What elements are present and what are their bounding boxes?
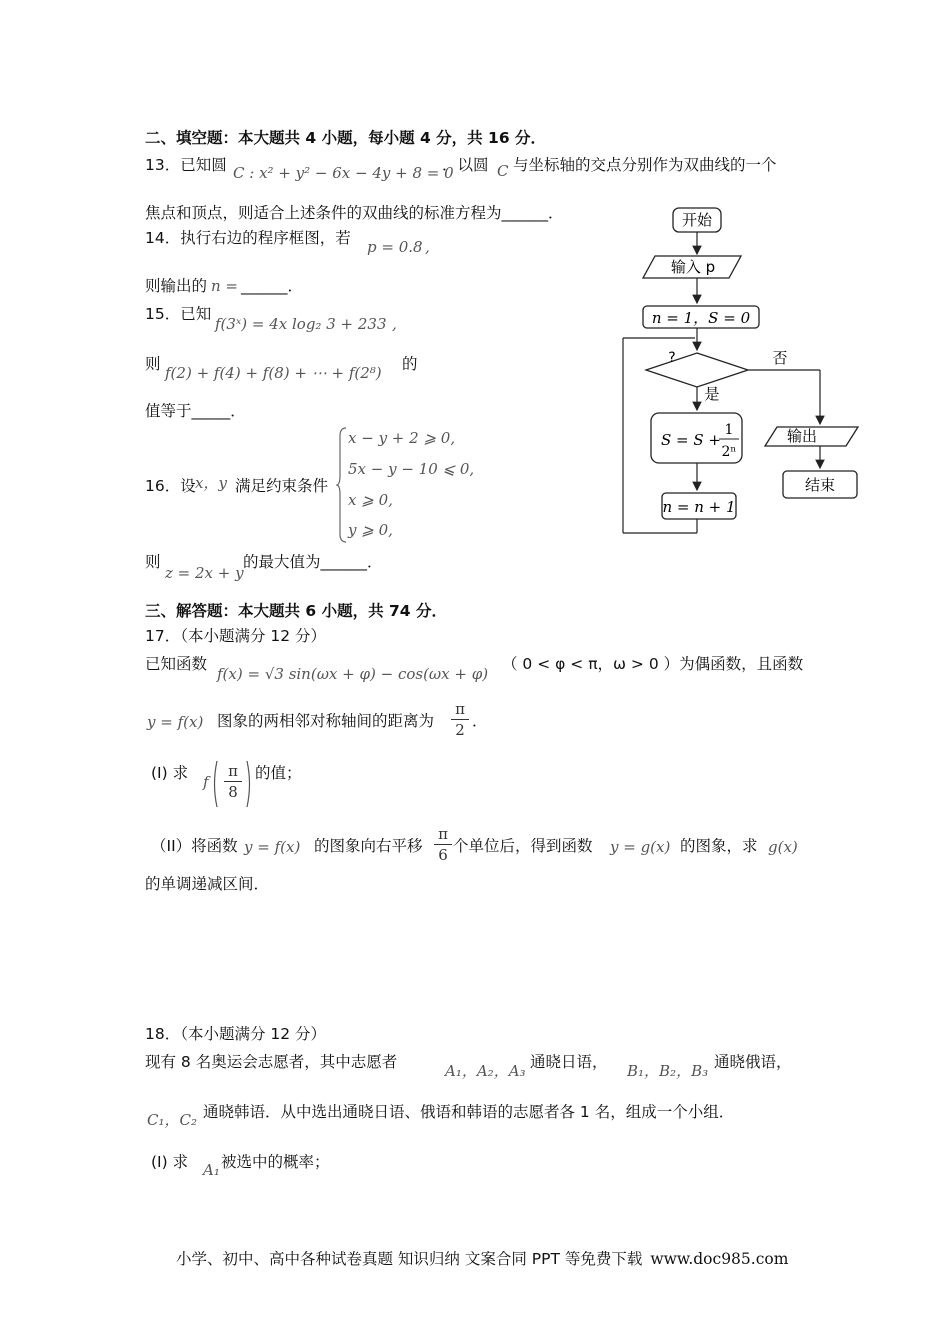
q16-line2-b: 的最大值为______． [243,553,383,571]
q17-period: ． [472,712,488,730]
flowchart-yes-label: 是 [704,385,720,403]
q16-number: 16．设 [145,477,196,495]
section2-heading: 二、填空题：本大题共 4 小题，每小题 4 分，共 16 分． [145,129,547,147]
q18-title: 18．（本小题满分 12 分） [145,1025,327,1043]
flowchart-init-label: n = 1，S = 0 [651,309,751,327]
flowchart-increment-label: n = n + 1 [662,498,736,516]
q13-number: 13．已知圆 [145,156,227,174]
q16-vars: x，y [195,474,227,492]
q17-part2-b: 的图象向右平移 [314,837,423,855]
q15-line3: 值等于_____． [145,402,246,420]
q13-text1: ．以圆 [442,156,489,174]
q17-line2-text: 图象的两相邻对称轴间的距离为 [217,712,435,730]
q14-comma: , [425,238,430,256]
q15-number: 15．已知 [145,305,212,323]
q17-part2-d: 的图象，求 [680,837,758,855]
q17-part2-f3: g(x) [768,838,798,856]
footer-text: 小学、初中、高中各种试卷真题 知识归纳 文案合同 PPT 等免费下载 [176,1250,643,1268]
q16-constraint: x ⩾ 0, [348,491,393,509]
q17-text1: 已知函数 [145,655,208,673]
flowchart-sum-left: S = S + [661,431,721,449]
q16-constraint: 5x − y − 10 ⩽ 0, [348,460,475,478]
flowchart-sum-den: 2ⁿ [721,444,737,460]
q17-formula: f(x) = √3 sin(ωx + φ) − cos(ωx + φ) [217,665,489,683]
q18-a-vars: A₁，A₂，A₃ [445,1062,526,1080]
q17-part2-f2: y = g(x) [610,838,671,856]
q14-line2-a: 则输出的 [145,277,208,295]
q17-part1-f: f [203,773,209,791]
q14-formula: p = 0.8 [367,238,423,256]
q17-part2-line2: 的单调递减区间． [145,875,270,893]
q17-part2-f1: y = f(x) [244,838,301,856]
q18-part1-a: (I) 求 [151,1153,189,1171]
q17-part1-fraction: π 8 [224,762,242,801]
flowchart-end-label: 结束 [804,476,836,494]
q18-text2: 通晓日语， [530,1053,608,1071]
q15-line2-b: 的 [402,355,418,373]
flowchart-decision [646,353,748,387]
flowchart-sum-num: 1 [724,422,734,438]
flowchart-start-label: 开始 [681,211,713,229]
q16-brace [336,426,348,544]
q17-cond: （ 0 < φ < π，ω > 0 ）为偶函数，且函数 [502,655,804,673]
q15-comma: , [392,315,397,333]
q16-line2-formula: z = 2x + y [165,564,244,582]
q17-part2-fraction: π 6 [434,825,452,864]
q16-constraint: x − y + 2 ⩾ 0, [348,429,456,447]
q13-formula: C : x² + y² − 6x − 4y + 8 = 0 [233,164,454,182]
q17-part2-a: （II）将函数 [151,837,238,855]
q15-line2-a: 则 [145,355,161,373]
flowchart [615,200,865,540]
q17-title: 17．（本小题满分 12 分） [145,627,327,645]
flowchart-input-label: 输入 p [670,258,716,276]
q18-b-vars: B₁，B₂，B₃ [627,1062,709,1080]
flowchart-no-label: 否 [772,349,788,367]
q16-text: 满足约束条件 [235,477,329,495]
q18-c-vars: C₁，C₂ [147,1111,197,1129]
q17-part2-c: 个单位后，得到函数 [453,837,593,855]
q18-part1-var: A₁ [203,1161,220,1179]
q18-text1: 现有 8 名奥运会志愿者，其中志愿者 [145,1053,398,1071]
q13-text2: 与坐标轴的交点分别作为双曲线的一个 [513,156,777,174]
section3-heading: 三、解答题：本大题共 6 小题，共 74 分． [145,602,447,620]
q18-text4: 通晓韩语．从中选出通晓日语、俄语和韩语的志愿者各 1 名，组成一个小组． [203,1103,735,1121]
q18-text3: 通晓俄语， [714,1053,792,1071]
q14-number: 14．执行右边的程序框图，若 [145,229,351,247]
q13-line2: 焦点和顶点，则适合上述条件的双曲线的标准方程为______． [145,204,564,222]
q15-line2-formula: f(2) + f(4) + f(8) + ⋯ + f(2⁸) [165,364,382,382]
q17-line2-formula: y = f(x) [147,713,204,731]
q13-var-c: C [497,162,509,180]
q16-constraint: y ⩾ 0, [348,521,393,539]
flowchart-output-label: 输出 [786,427,818,445]
q15-formula: f(3ˣ) = 4x log₂ 3 + 233 [215,315,387,333]
q17-part1-a: (I) 求 [151,764,189,782]
q16-line2-a: 则 [145,553,161,571]
q17-part1-b: 的值； [255,764,302,782]
footer-url[interactable]: www.doc985.com [650,1250,789,1268]
footer [176,1247,788,1269]
q17-fraction: π 2 [451,700,469,739]
q14-line2-var: n = [211,277,238,295]
q18-part1-b: 被选中的概率； [221,1153,330,1171]
q14-line2-b: ______． [241,277,304,295]
flowchart-question: ? [668,350,676,366]
